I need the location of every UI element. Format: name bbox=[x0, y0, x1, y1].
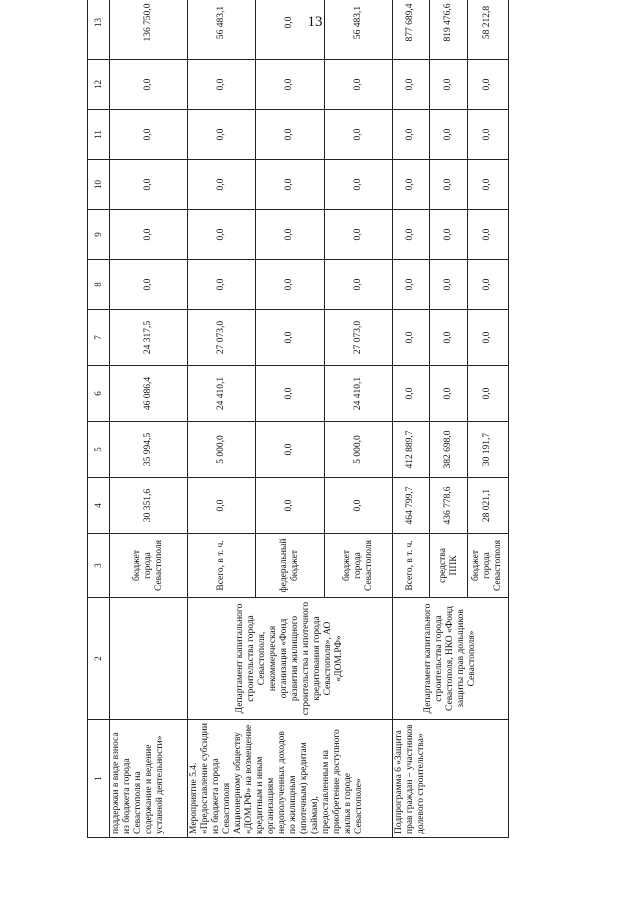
value-cell: 0,0 bbox=[467, 110, 508, 160]
value-cell: 27 073,0 bbox=[188, 310, 256, 366]
value-cell: 0,0 bbox=[467, 160, 508, 210]
activity-cell: Подпрограмма 6 «Защита прав граждан – участников долевого строительства» bbox=[392, 720, 508, 838]
value-cell: 0,0 bbox=[188, 210, 256, 260]
executor-cell bbox=[109, 598, 188, 720]
header-cell: 3 bbox=[88, 534, 110, 598]
value-cell: 0,0 bbox=[324, 260, 392, 310]
value-cell: 24 410,1 bbox=[188, 366, 256, 422]
value-cell: 5 000,0 bbox=[324, 422, 392, 478]
source-cell: средства ППК bbox=[430, 534, 468, 598]
header-cell: 8 bbox=[88, 260, 110, 310]
value-cell: 58 212,8 bbox=[467, 0, 508, 60]
value-cell: 0,0 bbox=[256, 478, 324, 534]
header-cell: 13 bbox=[88, 0, 110, 60]
value-cell: 28 021,1 bbox=[467, 478, 508, 534]
activity-cell: поддержки в виде взноса из бюджета города Севастополя на содержание и ведение уставной деятельности» bbox=[109, 720, 188, 838]
value-cell: 35 994,5 bbox=[109, 422, 188, 478]
table-row bbox=[188, 0, 256, 838]
executor-cell: Департамент капитального строительства города Севастополя, НКО «Фонд защиты прав дольщиков Севастополя» bbox=[392, 598, 508, 720]
value-cell: 819 476,6 bbox=[430, 0, 468, 60]
header-cell: 7 bbox=[88, 310, 110, 366]
value-cell: 0,0 bbox=[324, 478, 392, 534]
value-cell: 0,0 bbox=[392, 160, 430, 210]
value-cell: 0,0 bbox=[188, 60, 256, 110]
value-cell: 0,0 bbox=[256, 422, 324, 478]
value-cell: 412 889,7 bbox=[392, 422, 430, 478]
value-cell: 0,0 bbox=[324, 160, 392, 210]
value-cell: 30 191,7 bbox=[467, 422, 508, 478]
activity-cell: Мероприятие 5.4. «Предоставление субсидии из бюджета города Севастополя Акционерному обществу «ДОМ.РФ» на возмещение кредитным и иным организациям недополученных доходов по жилищным (ипотечным) кредитам (займам), предоставленным на приобретение доступного жилья в городе Севастополе» bbox=[188, 720, 392, 838]
header-cell: 11 bbox=[88, 110, 110, 160]
value-cell: 0,0 bbox=[467, 60, 508, 110]
source-cell: бюджет города Севастополя bbox=[324, 534, 392, 598]
value-cell: 0,0 bbox=[430, 310, 468, 366]
header-cell: 4 bbox=[88, 478, 110, 534]
value-cell: 0,0 bbox=[430, 210, 468, 260]
value-cell: 0,0 bbox=[430, 60, 468, 110]
value-cell: 56 483,1 bbox=[324, 0, 392, 60]
value-cell: 0,0 bbox=[467, 260, 508, 310]
value-cell: 0,0 bbox=[188, 260, 256, 310]
value-cell: 0,0 bbox=[109, 260, 188, 310]
header-cell: 1 bbox=[88, 720, 110, 838]
header-row bbox=[88, 0, 110, 838]
value-cell: 464 799,7 bbox=[392, 478, 430, 534]
value-cell: 436 778,6 bbox=[430, 478, 468, 534]
value-cell: 27 073,0 bbox=[324, 310, 392, 366]
value-cell: 30 351,6 bbox=[109, 478, 188, 534]
value-cell: 0,0 bbox=[467, 310, 508, 366]
value-cell: 0,0 bbox=[430, 366, 468, 422]
page-number: 13 bbox=[307, 14, 323, 30]
value-cell: 0,0 bbox=[256, 260, 324, 310]
value-cell: 0,0 bbox=[188, 478, 256, 534]
table-row bbox=[392, 0, 430, 838]
value-cell: 56 483,1 bbox=[188, 0, 256, 60]
value-cell: 0,0 bbox=[324, 110, 392, 160]
header-cell: 6 bbox=[88, 366, 110, 422]
value-cell: 0,0 bbox=[392, 260, 430, 310]
value-cell: 24 410,1 bbox=[324, 366, 392, 422]
value-cell: 0,0 bbox=[392, 110, 430, 160]
value-cell: 0,0 bbox=[392, 310, 430, 366]
header-cell: 10 bbox=[88, 160, 110, 210]
value-cell: 0,0 bbox=[324, 210, 392, 260]
header-cell: 9 bbox=[88, 210, 110, 260]
value-cell: 0,0 bbox=[467, 366, 508, 422]
value-cell: 0,0 bbox=[392, 60, 430, 110]
source-cell: бюджет города Севастополя bbox=[109, 534, 188, 598]
table-container bbox=[87, 3, 509, 838]
value-cell: 0,0 bbox=[430, 110, 468, 160]
value-cell: 0,0 bbox=[324, 60, 392, 110]
value-cell: 0,0 bbox=[109, 60, 188, 110]
value-cell: 0,0 bbox=[109, 160, 188, 210]
value-cell: 0,0 bbox=[392, 366, 430, 422]
value-cell: 0,0 bbox=[109, 210, 188, 260]
source-cell: федеральный бюджет bbox=[256, 534, 324, 598]
value-cell: 0,0 bbox=[256, 60, 324, 110]
header-cell: 12 bbox=[88, 60, 110, 110]
table-row bbox=[109, 0, 188, 838]
value-cell: 382 698,0 bbox=[430, 422, 468, 478]
value-cell: 5 000,0 bbox=[188, 422, 256, 478]
value-cell: 0,0 bbox=[392, 210, 430, 260]
source-cell: Всего, в т. ч. bbox=[188, 534, 256, 598]
value-cell: 0,0 bbox=[256, 310, 324, 366]
source-cell: Всего, в т. ч. bbox=[392, 534, 430, 598]
source-cell: бюджет города Севастополя bbox=[467, 534, 508, 598]
value-cell: 0,0 bbox=[109, 110, 188, 160]
value-cell: 0,0 bbox=[256, 366, 324, 422]
value-cell: 877 689,4 bbox=[392, 0, 430, 60]
value-cell: 0,0 bbox=[467, 210, 508, 260]
value-cell: 0,0 bbox=[256, 160, 324, 210]
value-cell: 0,0 bbox=[256, 0, 324, 60]
value-cell: 0,0 bbox=[256, 210, 324, 260]
header-cell: 5 bbox=[88, 422, 110, 478]
value-cell: 0,0 bbox=[256, 110, 324, 160]
executor-cell: Департамент капитального строительства города Севастополя, некоммерческая организация «Фонд развития жилищного строительства и ипотечного кредитования города Севастополя», АО «ДОМ.РФ» bbox=[188, 598, 392, 720]
value-cell: 136 750,0 bbox=[109, 0, 188, 60]
value-cell: 0,0 bbox=[430, 160, 468, 210]
value-cell: 24 317,5 bbox=[109, 310, 188, 366]
value-cell: 0,0 bbox=[188, 160, 256, 210]
header-cell: 2 bbox=[88, 598, 110, 720]
budget-table bbox=[87, 0, 509, 838]
value-cell: 0,0 bbox=[188, 110, 256, 160]
value-cell: 0,0 bbox=[430, 260, 468, 310]
value-cell: 46 086,4 bbox=[109, 366, 188, 422]
